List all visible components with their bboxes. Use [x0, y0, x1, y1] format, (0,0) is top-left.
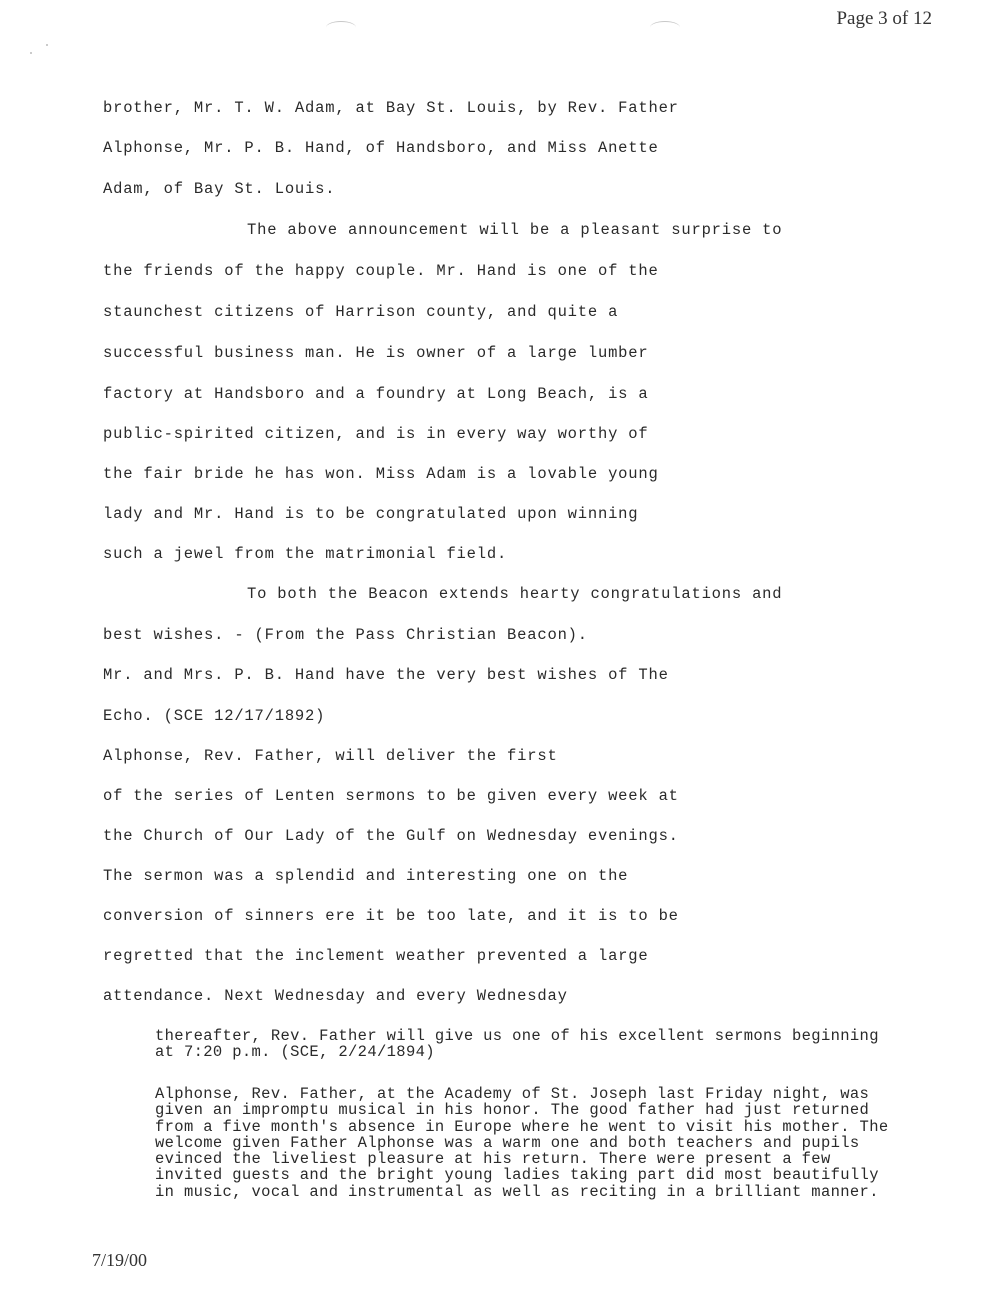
text-line: regretted that the inclement weather prevented a large	[103, 947, 649, 965]
text-line: factory at Handsboro and a foundry at Long Beach, is a	[103, 385, 649, 403]
text-line: such a jewel from the matrimonial field.	[103, 545, 508, 563]
text-line: attendance. Next Wednesday and every Wednesday	[103, 987, 568, 1005]
scan-smudge	[650, 21, 680, 34]
footer-date: 7/19/00	[92, 1250, 148, 1270]
text-line: the fair bride he has won. Miss Adam is a lovable young	[103, 465, 659, 483]
paragraph-start-line: To both the Beacon extends hearty congratulations and	[247, 585, 783, 603]
page-number: Page 3 of 12	[836, 8, 932, 29]
text-line: Alphonse, Rev. Father, will deliver the first	[103, 747, 558, 765]
text-line: Alphonse, Mr. P. B. Hand, of Handsboro, and Miss Anette	[103, 139, 659, 157]
text-line: invited guests and the bright young ladies taking part did most beautifully	[155, 1166, 879, 1185]
text-line: evinced the liveliest pleasure at his return. There were present a few	[155, 1150, 831, 1169]
text-line: conversion of sinners ere it be too late, and it is to be	[103, 907, 679, 925]
text-line: Mr. and Mrs. P. B. Hand have the very best wishes of The	[103, 666, 669, 684]
text-line: successful business man. He is owner of a large lumber	[103, 344, 649, 362]
text-line: best wishes. - (From the Pass Christian Beacon).	[103, 626, 588, 644]
single-spaced-paragraph	[155, 1028, 925, 1061]
text-line: welcome given Father Alphonse was a warm one and both teachers and pupils	[155, 1133, 860, 1152]
text-line: public-spirited citizen, and is in every way worthy of	[103, 425, 649, 443]
text-line: of the series of Lenten sermons to be given every week at	[103, 787, 679, 805]
scan-speck	[46, 44, 48, 46]
text-line: in music, vocal and instrumental as well as reciting in a brilliant manner.	[155, 1182, 879, 1201]
text-line: Adam, of Bay St. Louis.	[103, 180, 336, 198]
scan-smudge	[326, 21, 356, 34]
text-line: staunchest citizens of Harrison county, and quite a	[103, 303, 619, 321]
text-line: at 7:20 p.m. (SCE, 2/24/1894)	[155, 1043, 435, 1062]
text-line: brother, Mr. T. W. Adam, at Bay St. Louis, by Rev. Father	[103, 99, 679, 117]
paragraph-start-line: The above announcement will be a pleasant surprise to	[247, 221, 783, 239]
text-line: the friends of the happy couple. Mr. Hand is one of the	[103, 262, 659, 280]
text-line: from a five month's absence in Europe where he went to visit his mother. The	[155, 1117, 889, 1136]
text-line: given an impromptu musical in his honor. The good father had just returned	[155, 1101, 870, 1120]
text-line: the Church of Our Lady of the Gulf on Wednesday evenings.	[103, 827, 679, 845]
text-line: The sermon was a splendid and interesting one on the	[103, 867, 629, 885]
single-spaced-paragraph	[155, 1086, 925, 1200]
text-line: thereafter, Rev. Father will give us one of his excellent sermons beginning	[155, 1027, 879, 1045]
scan-speck	[30, 52, 32, 54]
text-line: Echo. (SCE 12/17/1892)	[103, 707, 326, 725]
text-line: lady and Mr. Hand is to be congratulated upon winning	[103, 505, 639, 523]
text-line: Alphonse, Rev. Father, at the Academy of St. Joseph last Friday night, was	[155, 1085, 870, 1103]
